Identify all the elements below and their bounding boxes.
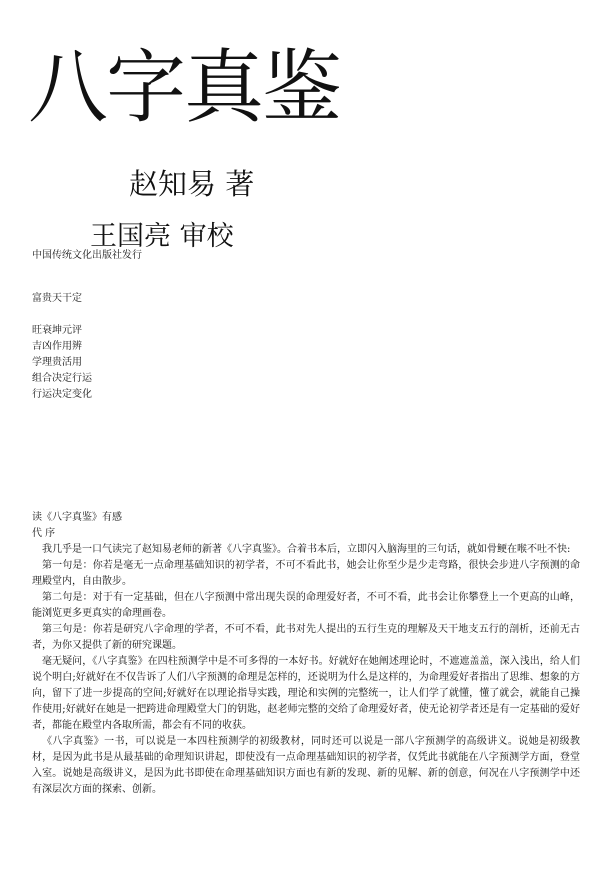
preface-heading: 读《八字真鉴》有感 xyxy=(32,512,122,523)
toc-title: 富贵天干定 xyxy=(32,293,82,304)
toc-item: 学理贵活用 xyxy=(32,357,82,368)
author-line: 赵知易 著 xyxy=(129,167,255,201)
preface-paragraph: 第一句是：你若是毫无一点命理基础知识的初学者，不可不看此书，她会让你至少是少走弯路，很快会步进八字预测的命理殿堂内，自由散步。 xyxy=(32,560,580,587)
preface-paragraph: 毫无疑问，《八字真鉴》在四柱预测学中是不可多得的一本好书。好就好在她阐述理论时，不遮遮盖盖，深入浅出，给人们说个明白;好就好在不仅告诉了人们八字预测的命理是怎样的，还说明为什么是这样的，为命理爱好者指出了思维、想象的方向，留下了进一步提高的空间;好就好在以理论指导实践，理论和实例的完整统一，让人们学了就懂，懂了就会，就能自己操作使用;好就好在她是一把跨进命理殿堂大门的钥匙，赵老师完整的交给了命理爱好者，使无论初学者还是有一定基础的爱好者，都能在殿堂内各取所需，都会有不同的收获。 xyxy=(32,656,580,731)
preface-paragraph: 我几乎是一口气读完了赵知易老师的新著《八字真鉴》。合着书本后，立即闪入脑海里的三句话，就如骨鲠在喉不吐不快: xyxy=(42,544,571,555)
preface-paragraph: 第二句是：对于有一定基础，但在八字预测中常出现失误的命理爱好者，不可不看，此书会让你攀登上一个更高的山峰，能浏览更多更真实的命理画卷。 xyxy=(32,592,580,619)
toc-list xyxy=(32,323,92,403)
preface-section xyxy=(32,510,580,798)
reviewer-line: 王国亮 审校 xyxy=(90,221,234,252)
book-title: 八字真鉴 xyxy=(28,41,340,134)
preface-paragraph: 第三句是：你若是研究八字命理的学者，不可不看，此书对先人提出的五行生克的理解及天干地支五行的剖析，还前无古者，为你又提供了新的研究课题。 xyxy=(32,624,580,651)
publisher-line: 中国传统文化出版社发行 xyxy=(32,250,142,261)
toc-item: 吉凶作用辨 xyxy=(32,341,82,352)
toc-item: 行运决定变化 xyxy=(32,389,92,400)
preface-subheading: 代 序 xyxy=(32,528,56,539)
toc-item: 旺衰坤元评 xyxy=(32,325,82,336)
preface-paragraph: 《八字真鉴》一书，可以说是一本四柱预测学的初级教材，同时还可以说是一部八字预测学的高级讲义。说她是初级教材，是因为此书是从最基础的命理知识讲起，即使没有一点命理基础知识的初学者，仅凭此书就能在八字预测学方面，登堂入室。说她是高级讲义，是因为此书即使在命理基础知识方面也有新的发现、新的见解、新的创意，何况在八字预测学中还有深层次方面的探索、创新。 xyxy=(32,736,580,795)
toc-item: 组合决定行运 xyxy=(32,373,92,384)
